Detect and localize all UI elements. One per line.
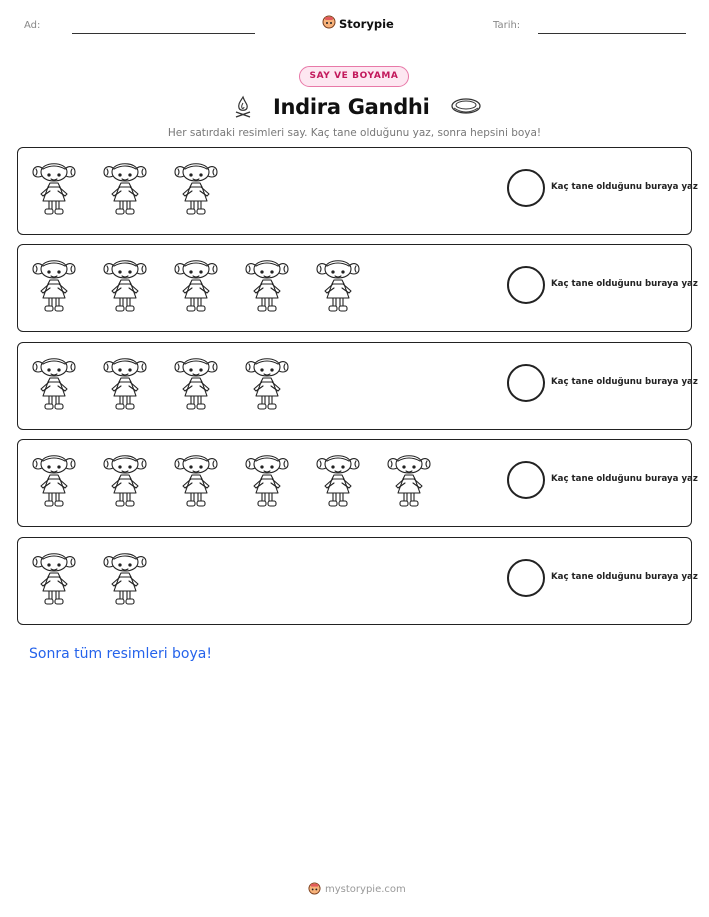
girl-doll-icon — [100, 349, 171, 413]
girl-doll-icon — [171, 349, 242, 413]
girl-doll-icon — [242, 446, 313, 510]
count-row — [17, 342, 698, 430]
answer-hint: Kaç tane olduğunu buraya yaz — [551, 279, 698, 289]
name-label: Ad: — [24, 20, 41, 31]
answer-circle[interactable] — [507, 266, 545, 304]
answer-hint: Kaç tane olduğunu buraya yaz — [551, 572, 698, 582]
answer-circle[interactable] — [507, 169, 545, 207]
count-row — [17, 147, 698, 235]
brand-name: Storypie — [339, 16, 394, 31]
ring-icon — [450, 95, 482, 121]
girl-doll-icon — [100, 446, 171, 510]
girl-doll-icon — [313, 446, 384, 510]
girl-doll-icon — [171, 154, 242, 218]
answer-circle[interactable] — [507, 461, 545, 499]
storypie-logo-icon — [308, 880, 321, 899]
footer-url[interactable]: mystorypie.com — [325, 884, 406, 895]
girl-doll-icon — [242, 251, 313, 315]
coloring-note: Sonra tüm resimleri boya! — [29, 646, 212, 662]
figures-group — [29, 251, 384, 315]
girl-doll-icon — [100, 544, 171, 608]
girl-doll-icon — [242, 349, 313, 413]
campfire-icon — [233, 95, 253, 123]
footer — [308, 880, 406, 899]
girl-doll-icon — [29, 544, 100, 608]
girl-doll-icon — [100, 154, 171, 218]
answer-circle[interactable] — [507, 364, 545, 402]
answer-hint: Kaç tane olduğunu buraya yaz — [551, 182, 698, 192]
instructions: Her satırdaki resimleri say. Kaç tane olduğunu yaz, sonra hepsini boya! — [167, 127, 542, 139]
girl-doll-icon — [171, 446, 242, 510]
answer-hint: Kaç tane olduğunu buraya yaz — [551, 377, 698, 387]
brand — [322, 14, 394, 33]
date-line[interactable] — [538, 33, 686, 34]
count-row — [17, 439, 698, 527]
figures-group — [29, 154, 242, 218]
girl-doll-icon — [29, 154, 100, 218]
girl-doll-icon — [171, 251, 242, 315]
name-line[interactable] — [72, 33, 255, 34]
figures-group — [29, 446, 455, 510]
answer-circle[interactable] — [507, 559, 545, 597]
date-label: Tarih: — [493, 20, 521, 31]
figures-group — [29, 349, 313, 413]
count-row — [17, 537, 698, 625]
girl-doll-icon — [313, 251, 384, 315]
count-row — [17, 244, 698, 332]
activity-badge: SAY VE BOYAMA — [299, 66, 409, 87]
girl-doll-icon — [100, 251, 171, 315]
girl-doll-icon — [29, 251, 100, 315]
girl-doll-icon — [29, 446, 100, 510]
storypie-logo-icon — [322, 14, 336, 33]
title-row — [0, 92, 709, 122]
figures-group — [29, 544, 171, 608]
page-title: Indira Gandhi — [273, 95, 430, 119]
girl-doll-icon — [384, 446, 455, 510]
girl-doll-icon — [29, 349, 100, 413]
answer-hint: Kaç tane olduğunu buraya yaz — [551, 474, 698, 484]
